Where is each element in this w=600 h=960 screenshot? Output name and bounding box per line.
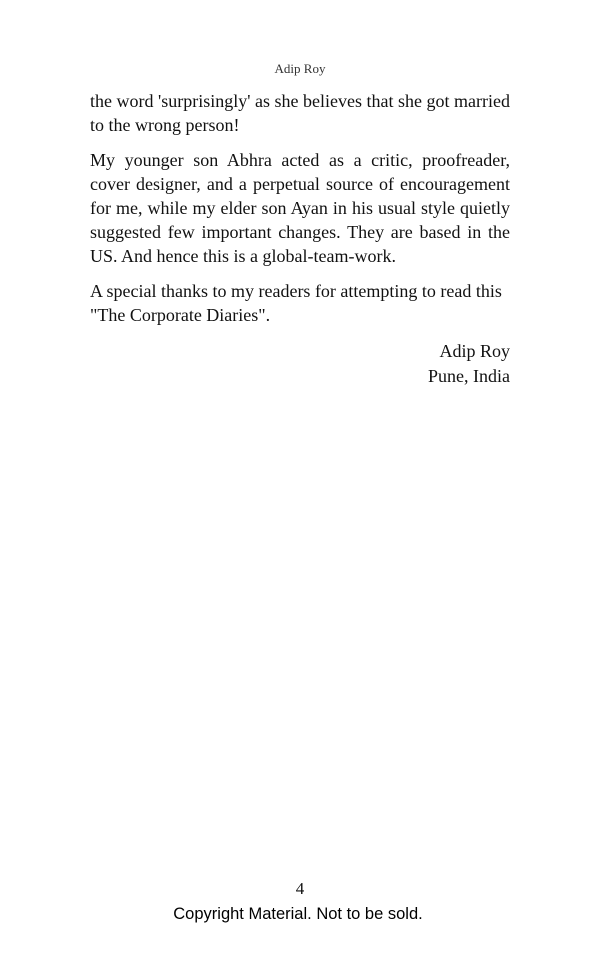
signature-location: Pune, India	[428, 366, 510, 386]
copyright-notice: Copyright Material. Not to be sold.	[173, 905, 423, 923]
running-header: Adip Roy	[274, 61, 326, 76]
signature-block	[90, 339, 510, 389]
page-body	[90, 89, 510, 389]
paragraph: A special thanks to my readers for attempting to read this "The Corporate Diaries".	[90, 281, 502, 325]
paragraph: My younger son Abhra acted as a critic, proofreader, cover designer, and a perpetual source of encouragement for me, while my elder son Ayan in his usual style quietly suggested few important changes. They are based in the US. And hence this is a global-team-work.	[90, 150, 510, 266]
page-number: 4	[295, 879, 305, 898]
signature-name: Adip Roy	[439, 341, 510, 361]
paragraph: the word 'surprisingly' as she believes that she got married to the wrong person!	[90, 91, 510, 135]
